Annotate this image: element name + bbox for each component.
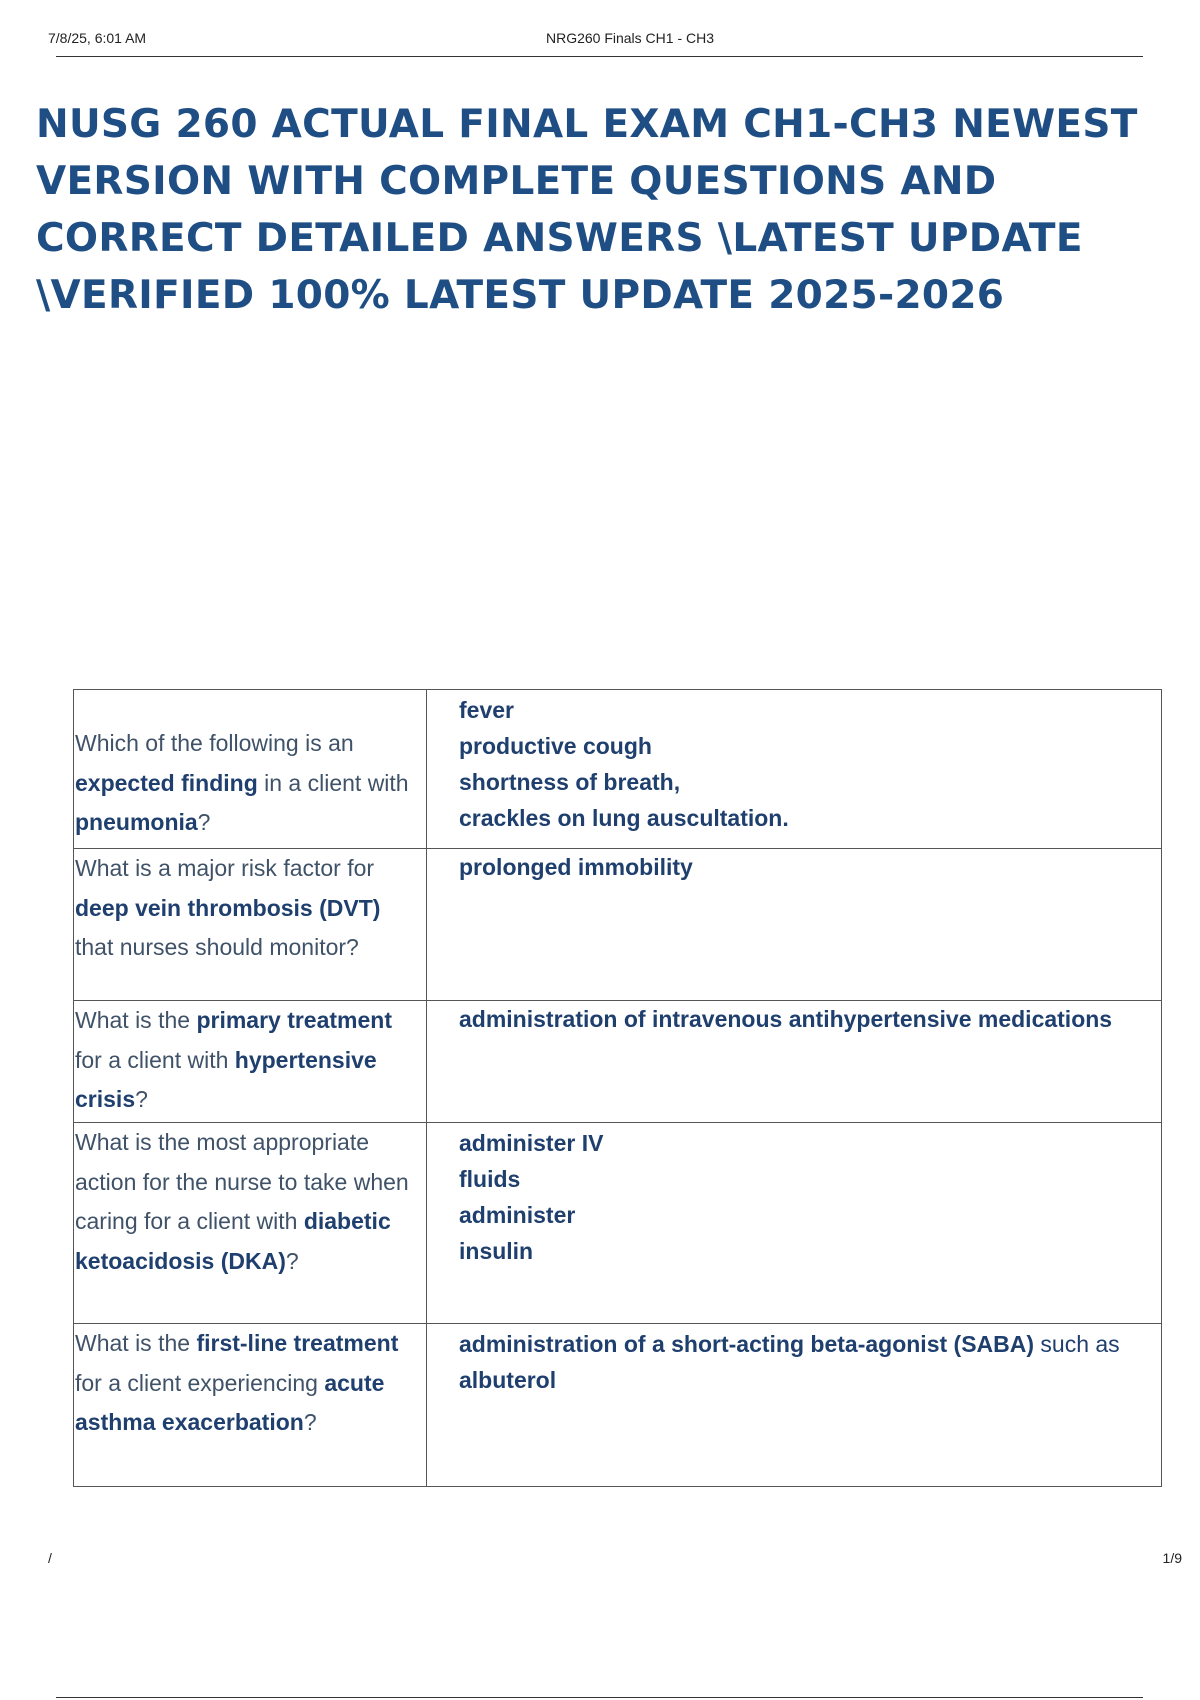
answer-cell	[427, 1001, 1162, 1123]
answer-cell	[427, 849, 1162, 1001]
answer-line: prolonged immobility	[459, 854, 693, 880]
table-row	[74, 1001, 1162, 1123]
question-cell: What is the primary treatment for a client with hypertensive crisis?	[74, 1001, 427, 1123]
answer-line: administer	[459, 1202, 576, 1228]
answer-line: administration of intravenous antihypertensive medications	[459, 1006, 1113, 1032]
table-row	[74, 849, 1162, 1001]
question-cell: What is the most appropriate action for the nurse to take when caring for a client with diabetic ketoacidosis (DKA)?	[74, 1123, 427, 1324]
answer-cell: administration of a short-acting beta-agonist (SABA) such as albuterol	[427, 1324, 1162, 1487]
table-row	[74, 1123, 1162, 1324]
footer-divider	[56, 1697, 1143, 1698]
answer-line: insulin	[459, 1238, 534, 1264]
print-date: 7/8/25, 6:01 AM	[48, 30, 147, 46]
answer-line: administer IV	[459, 1130, 604, 1156]
answer-cell	[427, 1123, 1162, 1324]
answer-line: fluids	[459, 1166, 521, 1192]
qa-table	[73, 689, 1162, 1487]
table-row	[74, 690, 1162, 849]
print-doc-title: NRG260 Finals CH1 - CH3	[545, 30, 715, 46]
page-number: 1/9	[1162, 1550, 1182, 1566]
answer-line: albuterol	[459, 1367, 557, 1393]
header-divider	[56, 56, 1143, 57]
answer-cell	[427, 690, 1162, 849]
answer-line: crackles on lung auscultation.	[459, 805, 789, 831]
question-cell: What is a major risk factor for deep vein thrombosis (DVT) that nurses should monitor?	[74, 849, 427, 1001]
table-row	[74, 1324, 1162, 1487]
footer-url: /	[48, 1550, 52, 1566]
question-cell: What is the first-line treatment for a client experiencing acute asthma exacerbation?	[74, 1324, 427, 1487]
answer-line: fever	[459, 697, 514, 723]
answer-line: shortness of breath,	[459, 769, 681, 795]
answer-line: productive cough	[459, 733, 652, 759]
question-cell: Which of the following is an expected finding in a client with pneumonia?	[74, 690, 427, 849]
document-title: NUSG 260 ACTUAL FINAL EXAM CH1-CH3 NEWEST VERSION WITH COMPLETE QUESTIONS AND CORRECT DETAILED ANSWERS \LATEST UPDATE \VERIFIED 100% LATEST UPDATE 2025-2026	[36, 102, 1138, 318]
